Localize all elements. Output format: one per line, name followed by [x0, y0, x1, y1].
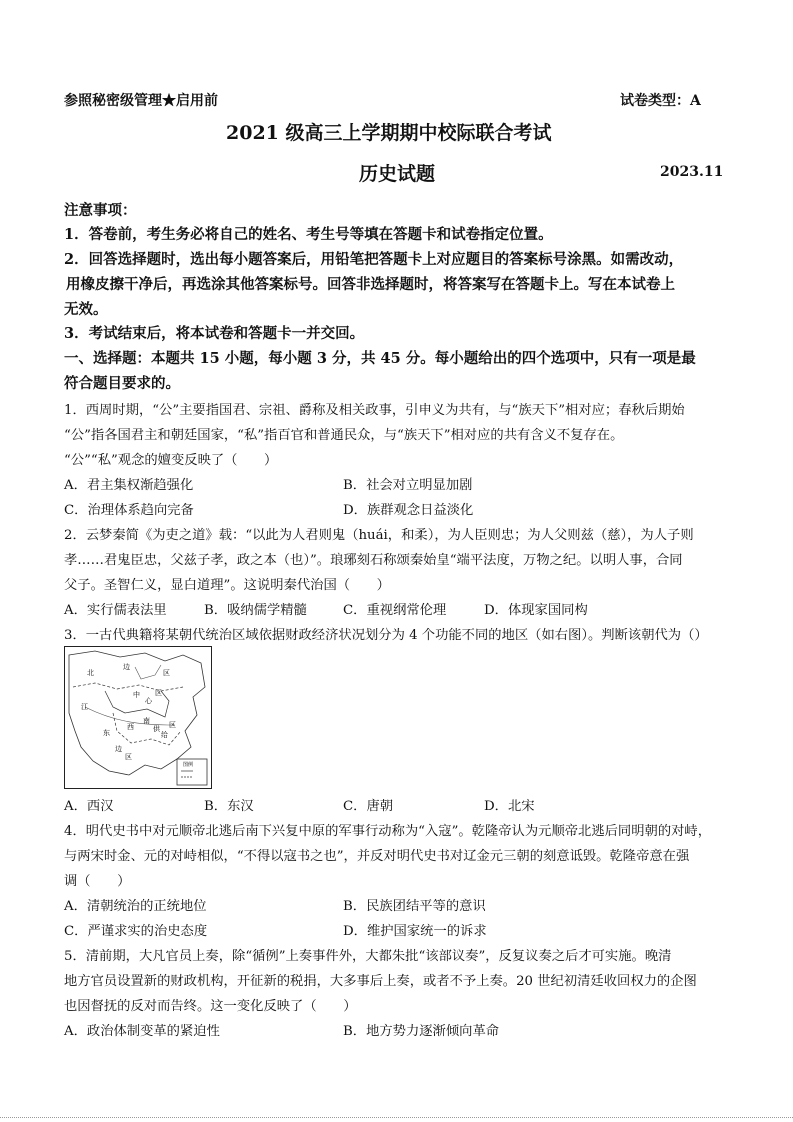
section-heading-line-2: 符合题目要求的。	[64, 375, 180, 392]
q1-option-a: A．君主集权渐趋强化	[64, 478, 194, 493]
q2-stem-line-1: 2．云梦秦简《为吏之道》载：“以此为人君则鬼（huái，和柔），为人臣则忠；为人父则兹（慈），为人子则	[64, 528, 694, 543]
q1-stem-line-3: “公”“私”观念的嬗变反映了（ ）	[64, 453, 278, 468]
notice-heading: 注意事项：	[64, 202, 137, 219]
q1-stem-line-1: 1．西周时期，“公”主要指国君、宗祖、爵称及相关政事，引申义为共有，与“族天下”相对应；春秋后期始	[64, 403, 685, 418]
map-label: 边	[115, 745, 122, 753]
map-legend-title: 图例	[183, 762, 194, 768]
q1-stem-line-2: “公”指各国君主和朝廷国家，“私”指百官和普通民众，与“族天下”相对应的共有含义不复存在。	[64, 428, 624, 443]
q4-option-d: D．维护国家统一的诉求	[343, 924, 487, 939]
map-label: 给	[161, 731, 168, 739]
q1-option-b: B．社会对立明显加剧	[343, 478, 473, 493]
notice-item-3: 3．考试结束后，将本试卷和答题卡一并交回。	[64, 325, 365, 342]
q4-stem-line-3: 调（ ）	[64, 874, 131, 889]
q4-option-c: C．严谨求实的治史态度	[64, 924, 208, 939]
exam-date: 2023.11	[660, 164, 724, 180]
exam-title: 2021 级高三上学期期中校际联合考试	[226, 122, 552, 144]
map-label: 区	[155, 689, 162, 697]
notice-item-1: 1．答卷前，考生务必将自己的姓名、考生号等填在答题卡和试卷指定位置。	[64, 226, 553, 243]
q5-stem-line-1: 5．清前期，大凡官员上奏，除“循例”上奏事件外，大都朱批“该部议奏”，反复议奏之后才可实施。晚清	[64, 949, 672, 964]
q2-option-c: C．重视纲常伦理	[343, 603, 447, 618]
map-label: 南	[143, 717, 150, 725]
q4-stem-line-2: 与两宋时金、元的对峙相似，“不得以寇书之也”，并反对明代史书对辽金元三朝的刻意诋毁。乾隆帝意在强	[64, 849, 690, 864]
q5-stem-line-2: 地方官员设置新的财政机构，开征新的税捐，大多事后上奏，或者不予上奏。20 世纪初清廷收回权力的企图	[64, 974, 697, 989]
q1-option-c: C．治理体系趋向完备	[64, 503, 194, 518]
q4-stem-line-1: 4．明代史书中对元顺帝北逃后南下兴复中原的军事行动称为“入寇”。乾隆帝认为元顺帝北逃后同明朝的对峙，	[64, 824, 712, 839]
notice-item-2-line-3: 无效。	[64, 301, 108, 318]
map-river	[135, 665, 161, 679]
q5-option-b: B．地方势力逐渐倾向革命	[343, 1024, 500, 1039]
map-label: 区	[125, 753, 132, 761]
map-label: 江	[81, 703, 88, 711]
q2-option-d: D．体现家国同构	[484, 603, 588, 618]
map-label: 区	[163, 669, 170, 677]
page-bottom-divider	[0, 1117, 793, 1118]
map-label: 北	[87, 669, 94, 677]
q2-option-b: B．吸纳儒学精髓	[204, 603, 307, 618]
map-label: 心	[145, 697, 152, 705]
map-label: 供	[153, 725, 160, 733]
q3-stem-line-1: 3．一古代典籍将某朝代统治区域依据财政经济状况划分为 4 个功能不同的地区（如右图）。判断该朝代为（）	[64, 628, 708, 643]
q2-option-a: A．实行儒表法里	[64, 603, 167, 618]
q4-option-a: A．清朝统治的正统地位	[64, 899, 207, 914]
q3-map-figure	[64, 646, 212, 789]
q3-option-c: C．唐朝	[343, 799, 394, 814]
map-drawing	[65, 647, 211, 788]
q3-option-d: D．北宋	[484, 799, 535, 814]
notice-item-2-line-2: 用橡皮擦干净后，再选涂其他答案标号。回答非选择题时，将答案写在答题卡上。写在本试卷上	[66, 276, 675, 293]
q5-stem-line-3: 也因督抚的反对而告终。这一变化反映了（ ）	[64, 999, 357, 1014]
subject-title: 历史试题	[359, 163, 436, 185]
q3-option-b: B．东汉	[204, 799, 254, 814]
map-boundary-north	[73, 683, 183, 691]
confidentiality-label: 参照秘密级管理★启用前	[64, 93, 218, 109]
q4-option-b: B．民族团结平等的意识	[343, 899, 486, 914]
notice-item-2-line-1: 2．回答选择题时，选出每小题答案后，用铅笔把答题卡上对应题目的答案标号涂黑。如需改动，	[64, 251, 684, 268]
q5-option-a: A．政治体制变革的紧迫性	[64, 1024, 220, 1039]
q2-stem-line-3: 父子。圣智仁义，显白道理”。这说明秦代治国（ ）	[64, 578, 390, 593]
exam-type-label: 试卷类型：A	[620, 93, 701, 109]
map-label: 区	[169, 721, 176, 729]
section-heading-line-1: 一、选择题：本题共 15 小题，每小题 3 分，共 45 分。每小题给出的四个选项中，只有一项是最	[64, 350, 696, 367]
map-label: 西	[127, 723, 134, 731]
map-label: 边	[123, 663, 130, 671]
q3-option-a: A．西汉	[64, 799, 114, 814]
q1-option-d: D．族群观念日益淡化	[343, 503, 474, 518]
map-label: 东	[103, 729, 110, 737]
q2-stem-line-2: 孝……君鬼臣忠，父兹子孝，政之本（也）”。琅琊刻石称颂秦始皇“端平法度，万物之纪。以明人事，合同	[64, 553, 683, 568]
map-label: 中	[133, 691, 140, 699]
